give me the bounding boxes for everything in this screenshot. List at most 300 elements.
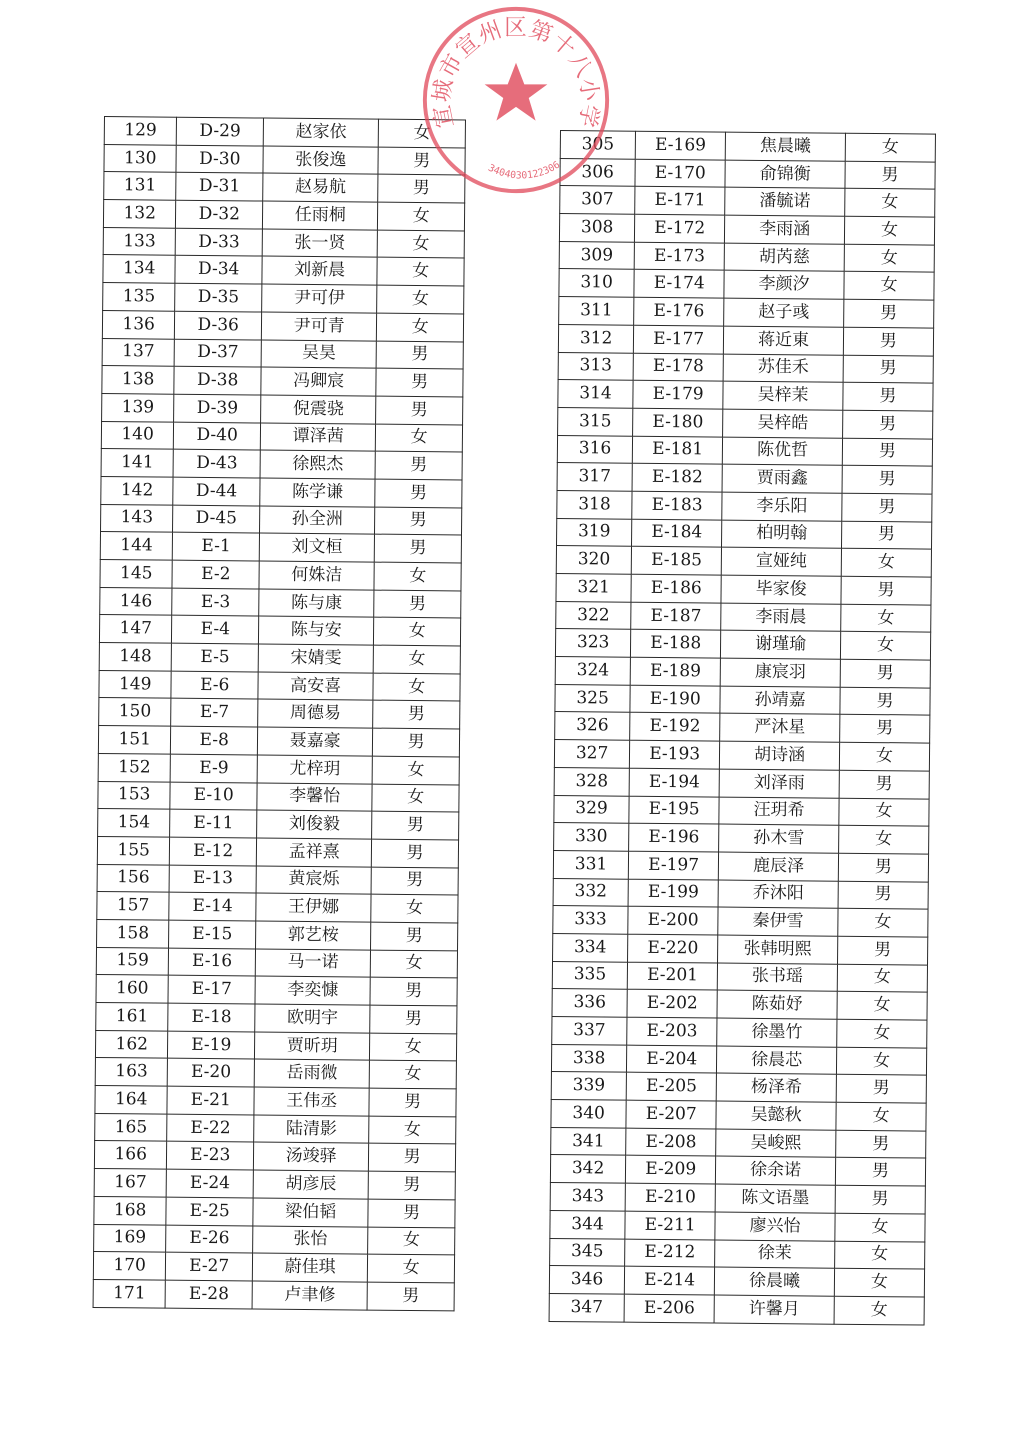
table-row [94,1196,455,1227]
student-code: E-180 [633,408,723,437]
student-name: 郭艺桉 [256,921,372,950]
table-row [96,1002,457,1033]
table-row [559,214,934,245]
row-number: 346 [549,1266,624,1294]
row-number: 344 [550,1210,625,1238]
student-name: 陈茹妤 [717,990,837,1019]
row-number: 153 [98,781,171,809]
student-name: 徐余诺 [716,1156,836,1185]
student-gender: 女 [372,784,459,813]
student-code: E-189 [630,657,720,686]
student-code: E-6 [171,671,258,700]
table-row [100,587,461,618]
row-number: 131 [104,172,177,200]
row-number: 312 [558,324,633,352]
student-code: E-17 [168,975,255,1004]
table-row [94,1169,455,1200]
student-gender: 男 [375,534,462,563]
table-row [93,1279,454,1310]
student-code: D-32 [176,200,263,229]
row-number: 142 [101,476,174,504]
table-row [557,490,932,521]
student-gender: 女 [835,1241,925,1270]
student-gender: 女 [837,964,927,993]
student-gender: 男 [845,161,935,190]
student-name: 陈文语墨 [715,1184,835,1213]
student-code: D-31 [176,173,263,202]
student-gender: 女 [371,894,458,923]
student-gender: 男 [371,867,458,896]
student-gender: 女 [378,202,465,231]
student-code: E-193 [630,740,720,769]
student-code: E-202 [627,989,717,1018]
student-gender: 男 [840,715,930,744]
student-name: 徐茉 [715,1240,835,1269]
student-code: D-37 [174,339,261,368]
student-gender: 女 [371,950,458,979]
student-gender: 男 [367,1282,454,1311]
student-gender: 女 [369,1060,456,1089]
table-row [96,947,457,978]
student-gender: 女 [377,230,464,259]
student-name: 俞锦衡 [725,160,845,189]
student-gender: 男 [842,493,932,522]
table-row [556,601,931,632]
table-row [555,657,930,688]
student-gender: 男 [375,479,462,508]
student-gender: 男 [378,147,465,176]
student-gender: 女 [370,1033,457,1062]
student-name: 陈与安 [259,616,375,645]
student-code: E-214 [625,1266,715,1295]
student-gender: 男 [840,659,930,688]
student-code: D-44 [173,477,260,506]
student-name: 吴懿秋 [716,1101,836,1130]
student-gender: 男 [370,977,457,1006]
table-row [101,476,462,507]
student-name: 廖兴怡 [715,1212,835,1241]
student-gender: 女 [836,1102,926,1131]
row-number: 308 [559,214,634,242]
row-number: 133 [103,227,176,255]
row-number: 310 [559,269,634,297]
student-code: E-7 [171,699,258,728]
table-row [98,809,459,840]
student-name: 宣娅纯 [721,547,841,576]
student-gender: 男 [374,590,461,619]
row-number: 135 [103,283,176,311]
row-number: 132 [103,200,176,228]
student-code: E-26 [166,1225,253,1254]
student-code: E-201 [627,962,717,991]
student-gender: 男 [842,410,932,439]
table-row [559,269,934,300]
row-number: 313 [558,352,633,380]
student-gender: 女 [369,1116,456,1145]
table-row [558,407,933,438]
row-number: 315 [558,407,633,435]
row-number: 339 [551,1072,626,1100]
table-row [549,1266,924,1297]
seal-star-icon [485,63,548,121]
student-name: 尹可青 [261,312,377,341]
row-number: 165 [95,1113,168,1141]
row-number: 345 [550,1238,625,1266]
student-name: 赵子彧 [724,298,844,327]
table-row [103,227,464,258]
table-row [103,200,464,231]
row-number: 138 [102,366,175,394]
row-number: 328 [554,767,629,795]
row-number: 335 [552,961,627,989]
table-row [551,1072,926,1103]
row-number: 319 [557,518,632,546]
student-code: E-18 [168,1003,255,1032]
student-code: E-4 [172,616,259,645]
table-row [103,283,464,314]
row-number: 343 [550,1183,625,1211]
row-number: 136 [102,310,175,338]
student-name: 汪玥希 [719,797,839,826]
table-row [552,961,927,992]
row-number: 149 [99,670,172,698]
student-gender: 男 [375,451,462,480]
student-name: 李奕慷 [255,976,371,1005]
student-name: 高安喜 [258,672,374,701]
student-name: 胡芮慈 [724,243,844,272]
row-number: 145 [100,559,173,587]
student-gender: 女 [373,645,460,674]
row-number: 169 [94,1224,167,1252]
table-row [555,629,930,660]
student-name: 焦晨曦 [725,132,845,161]
student-code: D-29 [177,117,264,146]
student-code: E-22 [167,1114,254,1143]
table-row [99,643,460,674]
student-name: 张怡 [253,1225,369,1254]
row-number: 140 [101,421,174,449]
student-gender: 女 [376,424,463,453]
student-code: E-210 [625,1183,715,1212]
student-code: D-43 [173,449,260,478]
table-row [98,781,459,812]
student-name: 刘俊毅 [257,810,373,839]
table-row [97,892,458,923]
table-row [553,850,928,881]
row-number: 161 [96,1002,169,1030]
student-name: 卢聿修 [252,1281,368,1310]
student-name: 倪震骁 [261,395,377,424]
student-code: E-14 [169,892,256,921]
student-code: E-19 [168,1031,255,1060]
table-row [552,989,927,1020]
student-code: E-2 [172,560,259,589]
row-number: 155 [97,836,170,864]
student-gender: 男 [837,936,927,965]
student-gender: 女 [835,1213,925,1242]
table-row [104,172,465,203]
row-number: 318 [557,490,632,518]
table-row [560,131,935,162]
row-number: 151 [98,726,171,754]
student-gender: 男 [836,1130,926,1159]
student-gender: 男 [375,507,462,536]
student-code: E-209 [626,1156,716,1185]
student-code: D-45 [173,505,260,534]
student-gender: 男 [835,1185,925,1214]
table-row [98,753,459,784]
student-name: 李颜汐 [724,271,844,300]
student-name: 王伊娜 [256,893,372,922]
student-gender: 男 [840,687,930,716]
table-row [104,117,465,148]
table-row [551,1127,926,1158]
student-gender: 女 [845,133,935,162]
table-row [553,906,928,937]
table-row [557,435,932,466]
student-code: D-40 [174,422,261,451]
student-code: E-211 [625,1211,715,1240]
student-code: E-179 [633,380,723,409]
student-name: 黄宸烁 [256,866,372,895]
row-number: 156 [97,864,170,892]
student-name: 梁伯韬 [253,1198,369,1227]
student-code: E-186 [631,574,721,603]
student-name: 刘文桓 [259,533,375,562]
student-code: D-36 [175,311,262,340]
row-number: 336 [552,989,627,1017]
student-name: 吴峻熙 [716,1129,836,1158]
student-code: E-1 [173,532,260,561]
student-name: 任雨桐 [262,201,378,230]
student-gender: 男 [368,1171,455,1200]
student-name: 周德易 [258,699,374,728]
table-row [102,310,463,341]
row-number: 329 [554,795,629,823]
student-gender: 女 [844,244,934,273]
student-name: 胡诗涵 [720,741,840,770]
student-gender: 男 [842,465,932,494]
student-code: E-181 [632,436,722,465]
student-gender: 女 [837,992,927,1021]
student-gender: 男 [836,1075,926,1104]
student-code: E-23 [167,1142,254,1171]
student-gender: 男 [841,521,931,550]
row-number: 163 [95,1058,168,1086]
row-number: 317 [557,463,632,491]
student-gender: 女 [845,189,935,218]
student-name: 吴梓茉 [723,381,843,410]
row-number: 347 [549,1293,624,1321]
student-gender: 女 [844,272,934,301]
student-name: 宋婧雯 [258,644,374,673]
student-code: E-174 [634,270,724,299]
student-gender: 男 [838,881,928,910]
student-name: 李雨晨 [721,603,841,632]
student-code: E-177 [634,325,724,354]
table-row [99,615,460,646]
student-code: E-205 [626,1073,716,1102]
student-gender: 男 [373,701,460,730]
student-gender: 女 [834,1268,924,1297]
table-row [556,573,931,604]
table-row [550,1155,925,1186]
table-row [557,518,932,549]
student-gender: 男 [371,922,458,951]
row-number: 340 [551,1100,626,1128]
table-row [550,1210,925,1241]
table-row [97,836,458,867]
student-name: 徐晨芯 [717,1046,837,1075]
table-row [95,1058,456,1089]
table-row [104,144,465,175]
student-gender: 男 [378,175,465,204]
student-name: 吴昊 [261,340,377,369]
student-name: 赵易航 [263,173,379,202]
student-gender: 女 [373,673,460,702]
row-number: 324 [555,657,630,685]
student-gender: 男 [372,839,459,868]
table-row [98,726,459,757]
row-number: 148 [99,643,172,671]
row-number: 168 [94,1196,167,1224]
row-number: 129 [104,117,177,145]
table-row [554,823,929,854]
student-name: 尤梓玥 [257,755,373,784]
student-name: 岳雨微 [254,1059,370,1088]
student-name: 张书瑶 [717,963,837,992]
row-number: 154 [98,809,171,837]
student-code: D-35 [175,283,262,312]
row-number: 311 [559,297,634,325]
row-number: 322 [556,601,631,629]
row-number: 162 [95,1030,168,1058]
table-row [553,933,928,964]
table-row [95,1030,456,1061]
student-gender: 男 [376,341,463,370]
seal-text: 宣城市宣州区第十八小学 [428,14,604,131]
table-row [555,684,930,715]
student-gender: 男 [843,327,933,356]
student-code: E-197 [629,851,719,880]
student-gender: 男 [842,438,932,467]
row-number: 171 [93,1279,166,1307]
student-code: E-27 [166,1252,253,1281]
row-number: 323 [555,629,630,657]
row-number: 309 [559,241,634,269]
student-gender: 女 [841,604,931,633]
row-number: 314 [558,380,633,408]
row-number: 337 [552,1016,627,1044]
row-number: 147 [99,615,172,643]
row-number: 158 [97,919,170,947]
student-name: 吴梓皓 [723,409,843,438]
student-gender: 男 [839,770,929,799]
table-row [96,975,457,1006]
student-name: 孙木雪 [719,824,839,853]
student-code: E-200 [628,906,718,935]
student-name: 贾昕玥 [255,1032,371,1061]
student-gender: 男 [844,299,934,328]
row-number: 305 [560,131,635,159]
row-number: 150 [99,698,172,726]
row-number: 170 [93,1252,166,1280]
student-name: 苏佳禾 [723,354,843,383]
student-gender: 男 [370,1005,457,1034]
student-name: 欧明宇 [255,1004,371,1033]
table-row [103,255,464,286]
student-code: E-184 [632,519,722,548]
row-number: 130 [104,144,177,172]
row-number: 325 [555,684,630,712]
table-row [99,670,460,701]
student-code: E-207 [626,1100,716,1129]
student-code: E-16 [169,948,256,977]
student-code: E-10 [170,782,257,811]
student-name: 孟祥熹 [256,838,372,867]
table-row [558,380,933,411]
student-name: 徐墨竹 [717,1018,837,1047]
student-name: 乔沐阳 [718,880,838,909]
student-name: 刘泽雨 [719,769,839,798]
student-code: E-176 [634,297,724,326]
student-code: E-170 [635,159,725,188]
row-number: 321 [556,573,631,601]
row-number: 306 [560,158,635,186]
student-name: 胡彦辰 [253,1170,369,1199]
table-row [97,919,458,950]
table-row [95,1086,456,1117]
student-code: E-171 [635,187,725,216]
student-gender: 男 [369,1088,456,1117]
student-name: 徐晨曦 [715,1267,835,1296]
seal-code: 3404030122306 [486,159,563,182]
student-name: 马一诺 [255,949,371,978]
table-row [555,712,930,743]
student-code: E-199 [628,879,718,908]
student-code: E-196 [629,823,719,852]
student-gender: 女 [834,1296,924,1325]
table-row [101,421,462,452]
student-name: 蔚佳琪 [252,1253,368,1282]
student-code: E-21 [167,1086,254,1115]
table-body-left [93,117,465,1311]
student-gender: 女 [836,1047,926,1076]
student-name: 汤竣驿 [253,1142,369,1171]
row-number: 341 [551,1127,626,1155]
table-row [556,546,931,577]
student-code: E-11 [170,809,257,838]
row-number: 152 [98,753,171,781]
table-row [560,186,935,217]
student-gender: 女 [840,632,930,661]
student-code: D-34 [175,256,262,285]
student-gender: 男 [376,396,463,425]
student-name: 陈优哲 [723,437,843,466]
student-name: 何姝洁 [259,561,375,590]
student-gender: 男 [835,1158,925,1187]
table-row [94,1141,455,1172]
table-row [93,1252,454,1283]
student-name: 徐熙杰 [260,450,376,479]
student-gender: 女 [379,119,466,148]
student-code: E-220 [628,934,718,963]
row-number: 141 [101,449,174,477]
table-row [559,297,934,328]
student-code: E-194 [629,768,719,797]
student-code: E-195 [629,796,719,825]
table-row [100,559,461,590]
